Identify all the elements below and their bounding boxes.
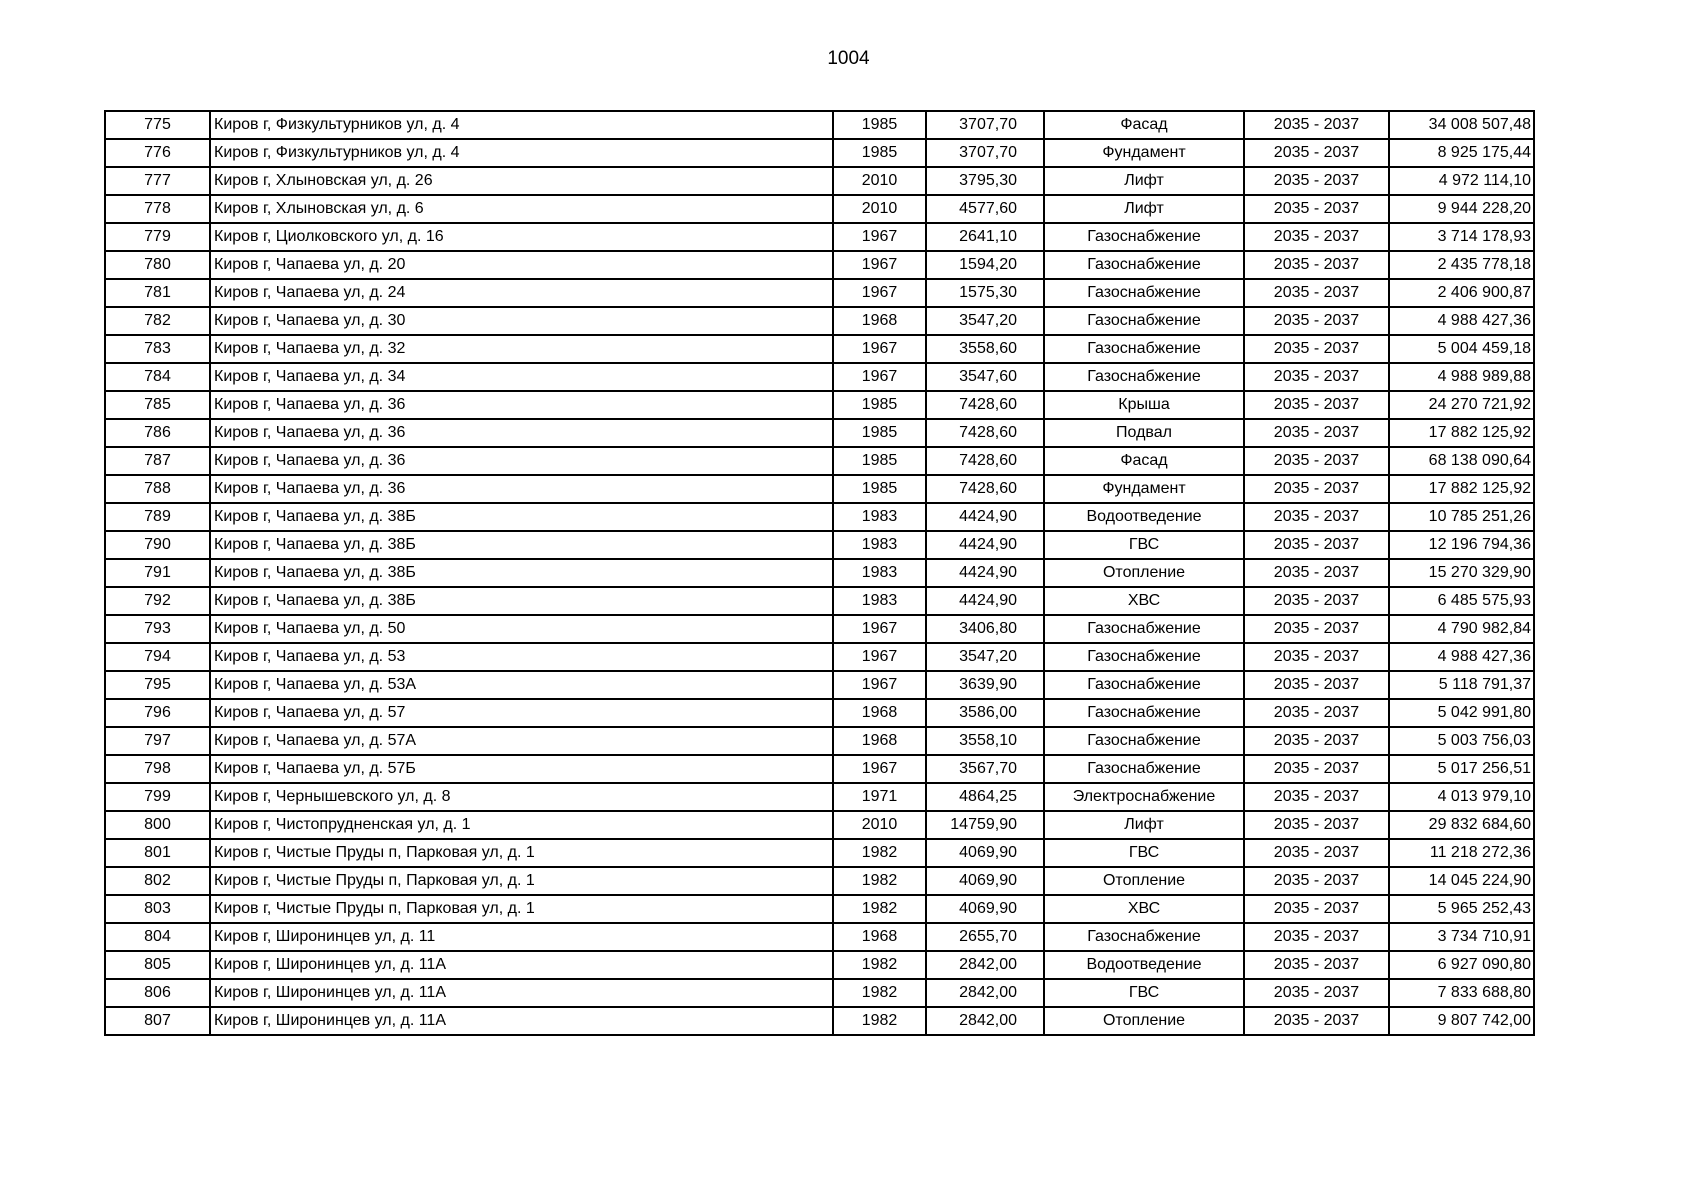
cell-work-type: Газоснабжение: [1044, 279, 1244, 307]
cell-row-number: 797: [105, 727, 210, 755]
cell-area: 3406,80: [926, 615, 1044, 643]
cell-year-built: 1967: [833, 223, 926, 251]
cell-area: 3547,60: [926, 363, 1044, 391]
cell-cost: 4 972 114,10: [1389, 167, 1534, 195]
cell-cost: 5 965 252,43: [1389, 895, 1534, 923]
cell-work-type: Лифт: [1044, 167, 1244, 195]
cell-row-number: 776: [105, 139, 210, 167]
cell-cost: 5 004 459,18: [1389, 335, 1534, 363]
cell-row-number: 793: [105, 615, 210, 643]
cell-cost: 29 832 684,60: [1389, 811, 1534, 839]
cell-period: 2035 - 2037: [1244, 223, 1389, 251]
cell-address: Киров г, Широнинцев ул, д. 11: [210, 923, 833, 951]
cell-cost: 12 196 794,36: [1389, 531, 1534, 559]
cell-address: Киров г, Чапаева ул, д. 53А: [210, 671, 833, 699]
cell-work-type: Газоснабжение: [1044, 363, 1244, 391]
cell-year-built: 1983: [833, 587, 926, 615]
cell-work-type: Лифт: [1044, 811, 1244, 839]
cell-row-number: 788: [105, 475, 210, 503]
cell-year-built: 1982: [833, 951, 926, 979]
table-row: [105, 587, 1534, 615]
cell-address: Киров г, Чистые Пруды п, Парковая ул, д. 1: [210, 867, 833, 895]
cell-period: 2035 - 2037: [1244, 251, 1389, 279]
cell-row-number: 779: [105, 223, 210, 251]
cell-year-built: 1985: [833, 447, 926, 475]
cell-area: 3795,30: [926, 167, 1044, 195]
table-row: [105, 643, 1534, 671]
cell-row-number: 796: [105, 699, 210, 727]
cell-cost: 4 988 427,36: [1389, 307, 1534, 335]
cell-address: Киров г, Чапаева ул, д. 57Б: [210, 755, 833, 783]
cell-work-type: Фасад: [1044, 111, 1244, 139]
cell-cost: 5 017 256,51: [1389, 755, 1534, 783]
cell-period: 2035 - 2037: [1244, 587, 1389, 615]
cell-address: Киров г, Чапаева ул, д. 24: [210, 279, 833, 307]
cell-row-number: 803: [105, 895, 210, 923]
cell-address: Киров г, Чапаева ул, д. 34: [210, 363, 833, 391]
cell-work-type: Отопление: [1044, 559, 1244, 587]
cell-area: 3707,70: [926, 139, 1044, 167]
cell-area: 2842,00: [926, 979, 1044, 1007]
cell-address: Киров г, Чапаева ул, д. 57А: [210, 727, 833, 755]
cell-period: 2035 - 2037: [1244, 923, 1389, 951]
cell-year-built: 2010: [833, 195, 926, 223]
cell-work-type: Газоснабжение: [1044, 755, 1244, 783]
table-row: [105, 755, 1534, 783]
cell-address: Киров г, Чапаева ул, д. 38Б: [210, 531, 833, 559]
cell-work-type: Электроснабжение: [1044, 783, 1244, 811]
cell-address: Киров г, Чистые Пруды п, Парковая ул, д. 1: [210, 895, 833, 923]
table-row: [105, 811, 1534, 839]
cell-address: Киров г, Чапаева ул, д. 38Б: [210, 503, 833, 531]
cell-address: Киров г, Чапаева ул, д. 32: [210, 335, 833, 363]
cell-period: 2035 - 2037: [1244, 307, 1389, 335]
cell-year-built: 1982: [833, 839, 926, 867]
cell-area: 3567,70: [926, 755, 1044, 783]
cell-year-built: 1985: [833, 419, 926, 447]
cell-work-type: Газоснабжение: [1044, 307, 1244, 335]
cell-row-number: 782: [105, 307, 210, 335]
cell-address: Киров г, Чапаева ул, д. 20: [210, 251, 833, 279]
cell-cost: 3 714 178,93: [1389, 223, 1534, 251]
cell-work-type: Водоотведение: [1044, 951, 1244, 979]
table-row: [105, 615, 1534, 643]
cell-area: 3547,20: [926, 643, 1044, 671]
cell-address: Киров г, Чапаева ул, д. 36: [210, 391, 833, 419]
cell-address: Киров г, Чапаева ул, д. 38Б: [210, 559, 833, 587]
cell-year-built: 1985: [833, 111, 926, 139]
cell-work-type: Фундамент: [1044, 139, 1244, 167]
cell-period: 2035 - 2037: [1244, 867, 1389, 895]
table-row: [105, 307, 1534, 335]
cell-cost: 3 734 710,91: [1389, 923, 1534, 951]
cell-year-built: 1982: [833, 979, 926, 1007]
cell-year-built: 1967: [833, 363, 926, 391]
cell-period: 2035 - 2037: [1244, 727, 1389, 755]
cell-area: 7428,60: [926, 391, 1044, 419]
cell-area: 4424,90: [926, 531, 1044, 559]
cell-year-built: 1967: [833, 643, 926, 671]
cell-row-number: 777: [105, 167, 210, 195]
cell-period: 2035 - 2037: [1244, 643, 1389, 671]
cell-year-built: 1967: [833, 251, 926, 279]
cell-work-type: ХВС: [1044, 895, 1244, 923]
cell-area: 7428,60: [926, 419, 1044, 447]
cell-row-number: 786: [105, 419, 210, 447]
cell-cost: 11 218 272,36: [1389, 839, 1534, 867]
cell-area: 4424,90: [926, 559, 1044, 587]
cell-address: Киров г, Хлыновская ул, д. 6: [210, 195, 833, 223]
cell-work-type: Газоснабжение: [1044, 699, 1244, 727]
table-row: [105, 447, 1534, 475]
cell-work-type: Водоотведение: [1044, 503, 1244, 531]
cell-year-built: 1967: [833, 335, 926, 363]
cell-cost: 17 882 125,92: [1389, 419, 1534, 447]
cell-row-number: 781: [105, 279, 210, 307]
table-row: [105, 503, 1534, 531]
cell-address: Киров г, Широнинцев ул, д. 11А: [210, 1007, 833, 1035]
table-row: [105, 727, 1534, 755]
table-row: [105, 475, 1534, 503]
cell-period: 2035 - 2037: [1244, 167, 1389, 195]
cell-address: Киров г, Циолковского ул, д. 16: [210, 223, 833, 251]
cell-work-type: Газоснабжение: [1044, 223, 1244, 251]
table-row: [105, 979, 1534, 1007]
table-row: [105, 279, 1534, 307]
cell-row-number: 780: [105, 251, 210, 279]
cell-period: 2035 - 2037: [1244, 111, 1389, 139]
cell-work-type: Газоснабжение: [1044, 727, 1244, 755]
cell-work-type: ХВС: [1044, 587, 1244, 615]
cell-area: 7428,60: [926, 447, 1044, 475]
table-row: [105, 335, 1534, 363]
cell-area: 4069,90: [926, 895, 1044, 923]
cell-area: 3558,60: [926, 335, 1044, 363]
cell-address: Киров г, Чернышевского ул, д. 8: [210, 783, 833, 811]
cell-address: Киров г, Физкультурников ул, д. 4: [210, 139, 833, 167]
cell-address: Киров г, Широнинцев ул, д. 11А: [210, 951, 833, 979]
cell-year-built: 1985: [833, 475, 926, 503]
cell-cost: 10 785 251,26: [1389, 503, 1534, 531]
cell-area: 4069,90: [926, 839, 1044, 867]
cell-year-built: 1967: [833, 279, 926, 307]
table-row: [105, 139, 1534, 167]
cell-period: 2035 - 2037: [1244, 559, 1389, 587]
cell-row-number: 807: [105, 1007, 210, 1035]
table-row: [105, 783, 1534, 811]
cell-year-built: 1983: [833, 503, 926, 531]
cell-period: 2035 - 2037: [1244, 475, 1389, 503]
cell-row-number: 802: [105, 867, 210, 895]
cell-period: 2035 - 2037: [1244, 419, 1389, 447]
cell-cost: 2 406 900,87: [1389, 279, 1534, 307]
cell-period: 2035 - 2037: [1244, 783, 1389, 811]
cell-area: 4069,90: [926, 867, 1044, 895]
cell-period: 2035 - 2037: [1244, 615, 1389, 643]
cell-period: 2035 - 2037: [1244, 671, 1389, 699]
cell-period: 2035 - 2037: [1244, 195, 1389, 223]
cell-area: 2641,10: [926, 223, 1044, 251]
cell-work-type: Подвал: [1044, 419, 1244, 447]
cell-row-number: 775: [105, 111, 210, 139]
cell-period: 2035 - 2037: [1244, 391, 1389, 419]
cell-row-number: 792: [105, 587, 210, 615]
table-row: [105, 671, 1534, 699]
cell-period: 2035 - 2037: [1244, 279, 1389, 307]
cell-address: Киров г, Широнинцев ул, д. 11А: [210, 979, 833, 1007]
cell-cost: 7 833 688,80: [1389, 979, 1534, 1007]
cell-row-number: 787: [105, 447, 210, 475]
cell-work-type: Газоснабжение: [1044, 923, 1244, 951]
cell-area: 4424,90: [926, 587, 1044, 615]
cell-row-number: 784: [105, 363, 210, 391]
cell-year-built: 1982: [833, 1007, 926, 1035]
cell-address: Киров г, Чапаева ул, д. 57: [210, 699, 833, 727]
cell-work-type: Газоснабжение: [1044, 251, 1244, 279]
cell-row-number: 794: [105, 643, 210, 671]
table-row: [105, 223, 1534, 251]
cell-row-number: 804: [105, 923, 210, 951]
cell-work-type: ГВС: [1044, 531, 1244, 559]
cell-period: 2035 - 2037: [1244, 699, 1389, 727]
cell-period: 2035 - 2037: [1244, 447, 1389, 475]
cell-year-built: 1967: [833, 615, 926, 643]
cell-cost: 5 003 756,03: [1389, 727, 1534, 755]
cell-row-number: 785: [105, 391, 210, 419]
cell-year-built: 1967: [833, 755, 926, 783]
cell-address: Киров г, Чапаева ул, д. 36: [210, 475, 833, 503]
cell-cost: 14 045 224,90: [1389, 867, 1534, 895]
cell-year-built: 1983: [833, 531, 926, 559]
cell-area: 2655,70: [926, 923, 1044, 951]
cell-cost: 9 807 742,00: [1389, 1007, 1534, 1035]
cell-period: 2035 - 2037: [1244, 895, 1389, 923]
cell-work-type: ГВС: [1044, 979, 1244, 1007]
cell-period: 2035 - 2037: [1244, 839, 1389, 867]
cell-work-type: Фундамент: [1044, 475, 1244, 503]
cell-area: 1575,30: [926, 279, 1044, 307]
cell-work-type: Газоснабжение: [1044, 335, 1244, 363]
cell-row-number: 789: [105, 503, 210, 531]
cell-area: 14759,90: [926, 811, 1044, 839]
cell-row-number: 795: [105, 671, 210, 699]
cell-row-number: 805: [105, 951, 210, 979]
cell-year-built: 1982: [833, 895, 926, 923]
table-row: [105, 1007, 1534, 1035]
cell-year-built: 1982: [833, 867, 926, 895]
cell-area: 4424,90: [926, 503, 1044, 531]
cell-area: 3547,20: [926, 307, 1044, 335]
table-row: [105, 391, 1534, 419]
cell-cost: 24 270 721,92: [1389, 391, 1534, 419]
cell-work-type: Отопление: [1044, 867, 1244, 895]
table-row: [105, 923, 1534, 951]
repair-schedule-table: [104, 110, 1535, 1036]
cell-year-built: 2010: [833, 167, 926, 195]
cell-cost: 4 013 979,10: [1389, 783, 1534, 811]
cell-cost: 6 927 090,80: [1389, 951, 1534, 979]
cell-address: Киров г, Чапаева ул, д. 36: [210, 447, 833, 475]
cell-cost: 5 042 991,80: [1389, 699, 1534, 727]
page-number: 1004: [827, 48, 870, 69]
cell-row-number: 806: [105, 979, 210, 1007]
table-row: [105, 111, 1534, 139]
table-row: [105, 251, 1534, 279]
cell-year-built: 1967: [833, 671, 926, 699]
cell-row-number: 790: [105, 531, 210, 559]
cell-row-number: 783: [105, 335, 210, 363]
table-row: [105, 951, 1534, 979]
cell-cost: 4 988 989,88: [1389, 363, 1534, 391]
table-row: [105, 699, 1534, 727]
cell-work-type: Газоснабжение: [1044, 671, 1244, 699]
table-row: [105, 363, 1534, 391]
cell-period: 2035 - 2037: [1244, 139, 1389, 167]
cell-year-built: 1971: [833, 783, 926, 811]
cell-row-number: 791: [105, 559, 210, 587]
cell-area: 4864,25: [926, 783, 1044, 811]
cell-row-number: 801: [105, 839, 210, 867]
cell-cost: 5 118 791,37: [1389, 671, 1534, 699]
cell-period: 2035 - 2037: [1244, 811, 1389, 839]
cell-area: 3639,90: [926, 671, 1044, 699]
table-row: [105, 559, 1534, 587]
cell-cost: 2 435 778,18: [1389, 251, 1534, 279]
cell-address: Киров г, Чапаева ул, д. 38Б: [210, 587, 833, 615]
cell-cost: 15 270 329,90: [1389, 559, 1534, 587]
cell-cost: 34 008 507,48: [1389, 111, 1534, 139]
cell-area: 3558,10: [926, 727, 1044, 755]
cell-cost: 4 790 982,84: [1389, 615, 1534, 643]
cell-period: 2035 - 2037: [1244, 755, 1389, 783]
cell-period: 2035 - 2037: [1244, 979, 1389, 1007]
cell-period: 2035 - 2037: [1244, 951, 1389, 979]
cell-work-type: Фасад: [1044, 447, 1244, 475]
cell-area: 2842,00: [926, 1007, 1044, 1035]
cell-address: Киров г, Хлыновская ул, д. 26: [210, 167, 833, 195]
cell-work-type: Газоснабжение: [1044, 643, 1244, 671]
cell-work-type: Газоснабжение: [1044, 615, 1244, 643]
cell-row-number: 778: [105, 195, 210, 223]
cell-row-number: 799: [105, 783, 210, 811]
table-row: [105, 419, 1534, 447]
cell-period: 2035 - 2037: [1244, 335, 1389, 363]
table-row: [105, 839, 1534, 867]
cell-work-type: Лифт: [1044, 195, 1244, 223]
cell-address: Киров г, Чапаева ул, д. 30: [210, 307, 833, 335]
table-row: [105, 167, 1534, 195]
cell-year-built: 1968: [833, 727, 926, 755]
cell-year-built: 2010: [833, 811, 926, 839]
cell-address: Киров г, Чапаева ул, д. 50: [210, 615, 833, 643]
cell-cost: 6 485 575,93: [1389, 587, 1534, 615]
cell-address: Киров г, Чапаева ул, д. 36: [210, 419, 833, 447]
cell-address: Киров г, Чапаева ул, д. 53: [210, 643, 833, 671]
cell-area: 1594,20: [926, 251, 1044, 279]
cell-period: 2035 - 2037: [1244, 363, 1389, 391]
cell-address: Киров г, Чистопрудненская ул, д. 1: [210, 811, 833, 839]
cell-cost: 8 925 175,44: [1389, 139, 1534, 167]
cell-area: 4577,60: [926, 195, 1044, 223]
cell-work-type: Отопление: [1044, 1007, 1244, 1035]
table-row: [105, 531, 1534, 559]
cell-address: Киров г, Физкультурников ул, д. 4: [210, 111, 833, 139]
cell-cost: 9 944 228,20: [1389, 195, 1534, 223]
table-row: [105, 195, 1534, 223]
cell-work-type: ГВС: [1044, 839, 1244, 867]
cell-cost: 68 138 090,64: [1389, 447, 1534, 475]
cell-area: 7428,60: [926, 475, 1044, 503]
cell-year-built: 1985: [833, 391, 926, 419]
cell-address: Киров г, Чистые Пруды п, Парковая ул, д. 1: [210, 839, 833, 867]
cell-cost: 4 988 427,36: [1389, 643, 1534, 671]
cell-cost: 17 882 125,92: [1389, 475, 1534, 503]
cell-year-built: 1983: [833, 559, 926, 587]
cell-row-number: 798: [105, 755, 210, 783]
cell-year-built: 1985: [833, 139, 926, 167]
cell-area: 3586,00: [926, 699, 1044, 727]
cell-year-built: 1968: [833, 699, 926, 727]
cell-period: 2035 - 2037: [1244, 1007, 1389, 1035]
cell-year-built: 1968: [833, 923, 926, 951]
table-row: [105, 867, 1534, 895]
cell-work-type: Крыша: [1044, 391, 1244, 419]
cell-area: 3707,70: [926, 111, 1044, 139]
cell-area: 2842,00: [926, 951, 1044, 979]
cell-year-built: 1968: [833, 307, 926, 335]
cell-period: 2035 - 2037: [1244, 503, 1389, 531]
table-row: [105, 895, 1534, 923]
table-body: [105, 111, 1534, 1035]
cell-row-number: 800: [105, 811, 210, 839]
cell-period: 2035 - 2037: [1244, 531, 1389, 559]
